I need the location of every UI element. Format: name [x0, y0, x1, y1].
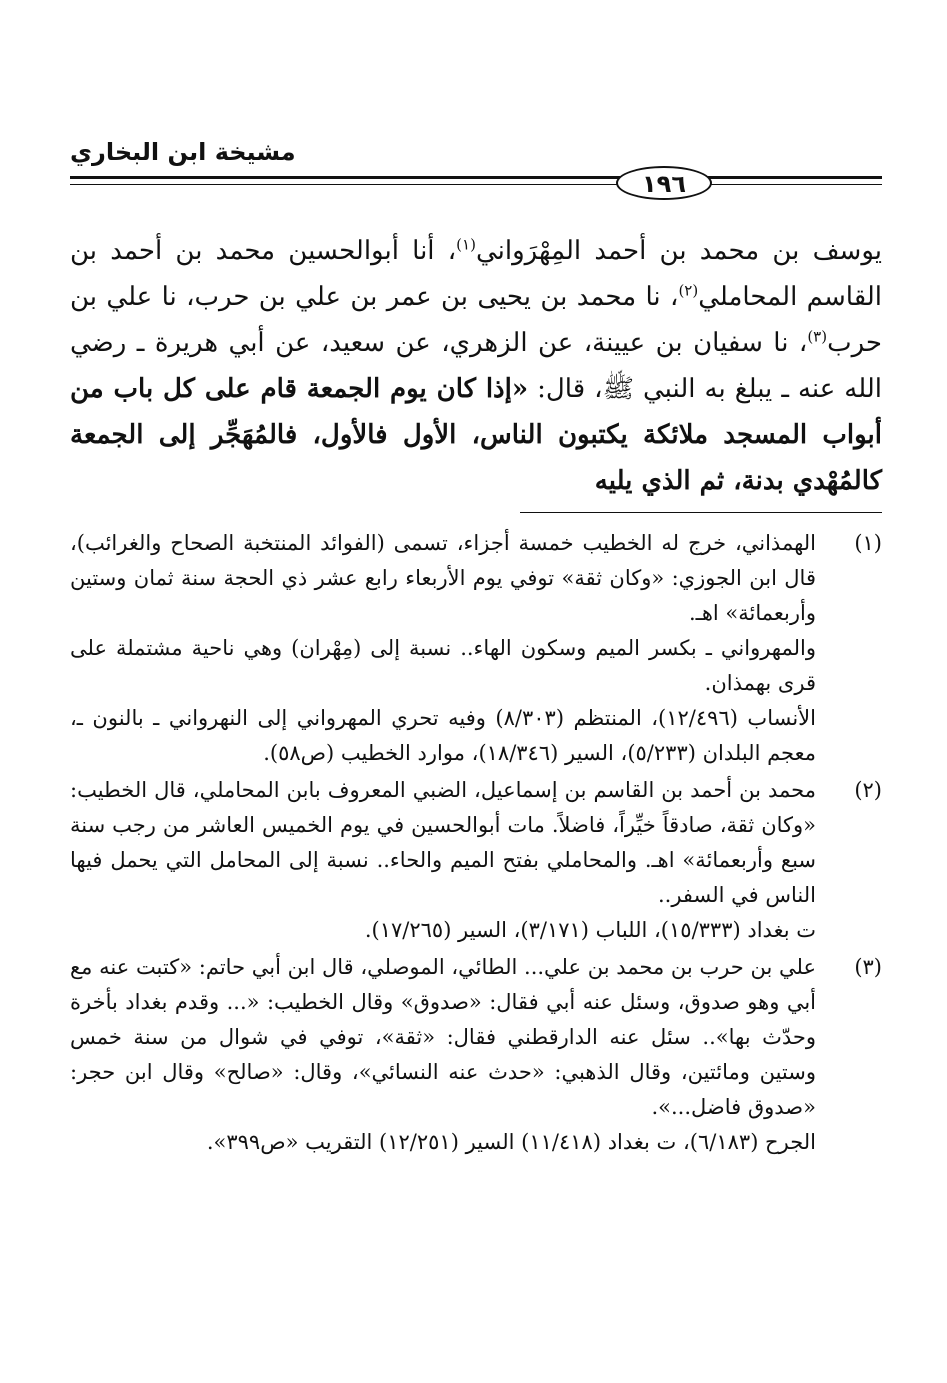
- header-rule-thick: [70, 176, 882, 179]
- footnote-1: [70, 526, 882, 771]
- footnote-paragraph: الأنساب (١٢/٤٩٦)، المنتظم (٨/٣٠٣) وفيه تحري المهرواني إلى النهرواني ـ بالنون ـ، معجم البلدان (٥/٢٣٣)، السير (١٨/٣٤٦)، موارد الخطيب (ص٥٨).: [70, 706, 816, 765]
- footnote-paragraph: والمهرواني ـ بكسر الميم وسكون الهاء.. نسبة إلى (مِهْران) وهي ناحية مشتملة على قرى بهمذان.: [70, 636, 816, 695]
- footnotes: [70, 526, 882, 1162]
- footnote-body: [70, 950, 816, 1160]
- footnote-paragraph: الهمذاني، خرج له الخطيب خمسة أجزاء، تسمى (الفوائد المنتخبة الصحاح والغرائب)، قال ابن الجوزي: «وكان ثقة» توفي يوم الأربعاء رابع عشر ذي الحجة سنة ثمان وستين وأربعمائة» اهـ.: [70, 531, 816, 625]
- main-text-part1: يوسف بن محمد بن أحمد المِهْرَواني: [475, 236, 882, 266]
- footnote-paragraph: علي بن حرب بن محمد بن علي... الطائي، الموصلي، قال ابن أبي حاتم: «كتبت عنه مع أبي وهو صدوق، وسئل عنه أبي فقال: «صدوق» وقال الخطيب: «... وقدم بغداد بأخرة وحدّث بها».. سئل عنه الدارقطني فقال: «ثقة»، توفي في شوال من سنة خمس وستين ومائتين، وقال الذهبي: «حدث عنه النسائي»، وقال: «صالح» وقال ابن حجر: «صدوق فاضل...».: [70, 955, 816, 1119]
- main-text-part4: ، نا سفيان بن عيينة، عن الزهري، عن سعيد، عن أبي هريرة ـ رضي الله عنه ـ يبلغ به النبي ﷺ، قال:: [70, 328, 882, 404]
- footnote-paragraph: الجرح (٦/١٨٣)، ت بغداد (١١/٤١٨) السير (١٢/٢٥١) التقريب «ص٣٩٩».: [206, 1130, 816, 1154]
- footnote-divider: [520, 512, 882, 513]
- running-title: مشيخة ابن البخاري: [70, 138, 296, 166]
- footnote-paragraph: ت بغداد (١٥/٣٣٣)، اللباب (٣/١٧١)، السير (١٧/٢٦٥).: [364, 918, 816, 942]
- footnote-number: (٣): [854, 955, 882, 979]
- header-rule-thin: [70, 184, 882, 185]
- main-text-part3: ، نا محمد بن يحيى بن عمر بن علي بن حرب، نا علي بن حرب: [70, 282, 882, 358]
- footnote-ref-1: (١): [456, 235, 476, 254]
- footnote-2: [70, 773, 882, 948]
- page-number: ١٩٦: [616, 166, 712, 200]
- footnote-paragraph: محمد بن أحمد بن القاسم بن إسماعيل، الضبي المعروف بابن المحاملي، قال الخطيب: «وكان ثقة، صادقاً خيِّراً، فاضلاً. مات أبوالحسين في يوم الخميس العاشر من رجب سنة سبع وأربعمائة» اهـ. والمحاملي بفتح الميم والحاء.. نسبة إلى المحامل التي يحمل فيها الناس في السفر..: [70, 778, 816, 907]
- hadith-text: «إذا كان يوم الجمعة قام على كل باب من أبواب المسجد ملائكة يكتبون الناس، الأول فالأول، فالمُهَجِّر إلى الجمعة كالمُهْدي بدنة، ثم الذي يليه: [70, 374, 882, 496]
- footnote-3: [70, 950, 882, 1160]
- footnote-body: [70, 526, 816, 771]
- footnote-body: [70, 773, 816, 948]
- main-text: [70, 228, 882, 504]
- footnote-number: (٢): [854, 778, 882, 802]
- footnote-number: (١): [854, 531, 882, 555]
- footnote-ref-3: (٣): [807, 327, 828, 346]
- main-text-part2: ، أنا أبوالحسين محمد بن أحمد بن القاسم المحاملي: [70, 236, 882, 312]
- footnote-ref-2: (٢): [678, 281, 699, 300]
